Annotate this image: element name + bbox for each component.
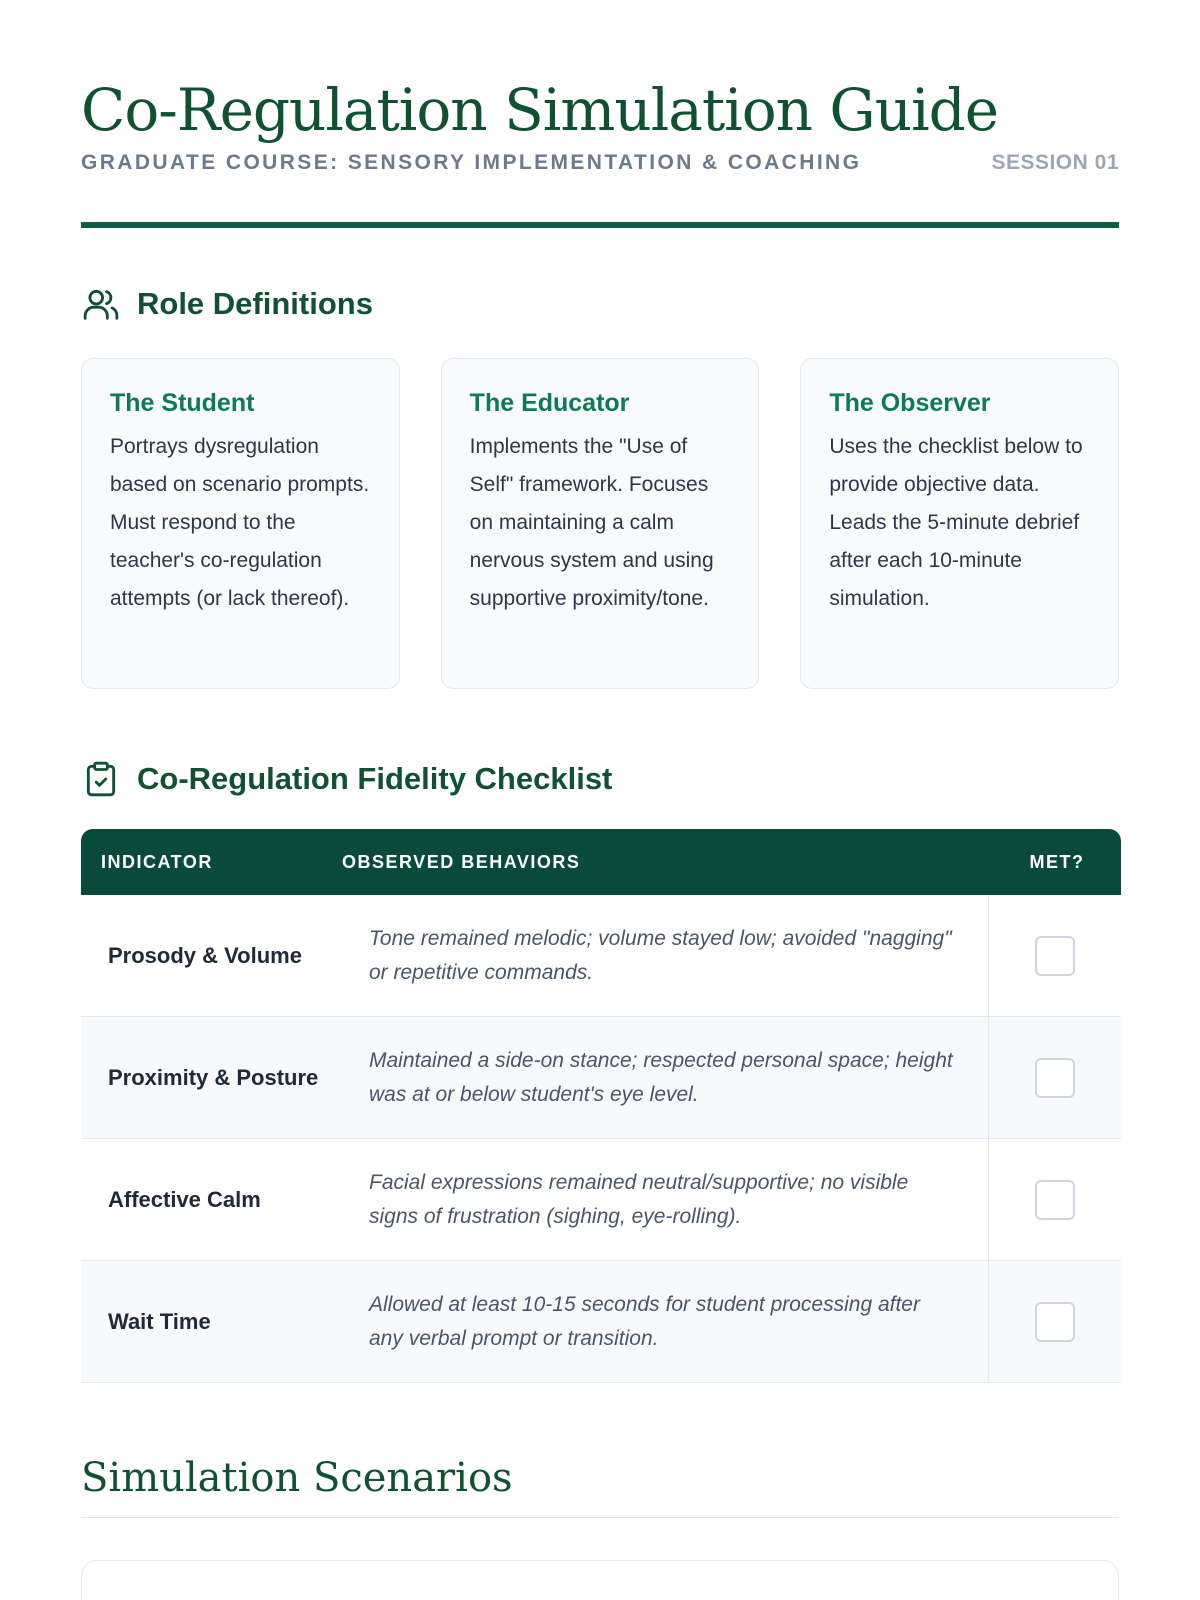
behavior-cell: Allowed at least 10-15 seconds for student processing after any verbal prompt or transition. bbox=[369, 1261, 989, 1382]
met-cell bbox=[989, 895, 1121, 1016]
met-cell bbox=[989, 1017, 1121, 1138]
table-header bbox=[81, 829, 1121, 895]
fidelity-checklist-section bbox=[81, 759, 1119, 1383]
indicator-cell: Prosody & Volume bbox=[108, 942, 302, 968]
indicator-cell: Proximity & Posture bbox=[108, 1064, 319, 1090]
met-checkbox[interactable] bbox=[1035, 1180, 1075, 1220]
met-cell bbox=[989, 1261, 1121, 1382]
course-subtitle: GRADUATE COURSE: SENSORY IMPLEMENTATION & COACHING bbox=[81, 151, 862, 174]
role-card-text: Portrays dysregulation based on scenario prompts. Must respond to the teacher's co-regulation attempts (or lack thereof). bbox=[110, 435, 370, 610]
scenario-card bbox=[81, 1560, 1119, 1600]
role-card-student bbox=[81, 358, 400, 689]
simulation-scenarios-section bbox=[81, 1455, 1119, 1600]
checklist-title: Co-Regulation Fidelity Checklist bbox=[137, 761, 613, 796]
column-header-observed-behaviors: OBSERVED BEHAVIORS bbox=[342, 851, 581, 872]
role-card-text: Implements the "Use of Self" framework. Focuses on maintaining a calm nervous system and using supportive proximity/tone. bbox=[469, 435, 714, 610]
role-card-title: The Observer bbox=[829, 389, 991, 417]
met-checkbox[interactable] bbox=[1035, 1058, 1075, 1098]
column-header-indicator: INDICATOR bbox=[101, 851, 213, 872]
role-card-title: The Student bbox=[110, 389, 255, 417]
page-header bbox=[81, 0, 1119, 228]
table-row bbox=[81, 1261, 1121, 1383]
checklist-heading bbox=[81, 759, 1119, 799]
role-card-title: The Educator bbox=[469, 389, 630, 417]
table-row bbox=[81, 1017, 1121, 1139]
indicator-cell: Affective Calm bbox=[108, 1186, 261, 1212]
clipboard-check-icon bbox=[81, 759, 121, 799]
session-label: SESSION 01 bbox=[991, 151, 1119, 174]
page-title: Co-Regulation Simulation Guide bbox=[81, 76, 999, 144]
role-card-observer bbox=[800, 358, 1119, 689]
role-definitions-title: Role Definitions bbox=[137, 286, 373, 321]
role-definitions-section bbox=[81, 284, 1119, 689]
role-cards bbox=[81, 358, 1119, 689]
role-card-text: Uses the checklist below to provide objective data. Leads the 5-minute debrief after each 10-minute simulation. bbox=[829, 435, 1083, 610]
behavior-cell: Facial expressions remained neutral/supportive; no visible signs of frustration (sighing, eye-rolling). bbox=[369, 1139, 989, 1260]
met-checkbox[interactable] bbox=[1035, 936, 1075, 976]
users-icon bbox=[81, 284, 121, 324]
fidelity-checklist-table bbox=[81, 829, 1121, 1383]
indicator-cell: Wait Time bbox=[108, 1308, 211, 1334]
role-definitions-heading bbox=[81, 284, 1119, 324]
table-row bbox=[81, 1139, 1121, 1261]
role-card-educator bbox=[441, 358, 760, 689]
behavior-cell: Maintained a side-on stance; respected personal space; height was at or below student's eye level. bbox=[369, 1017, 989, 1138]
table-row bbox=[81, 895, 1121, 1017]
met-cell bbox=[989, 1139, 1121, 1260]
column-header-met: MET? bbox=[1029, 851, 1085, 872]
behavior-cell: Tone remained melodic; volume stayed low; avoided "nagging" or repetitive commands. bbox=[369, 895, 989, 1016]
simulation-scenarios-title: Simulation Scenarios bbox=[81, 1455, 1119, 1518]
met-checkbox[interactable] bbox=[1035, 1302, 1075, 1342]
